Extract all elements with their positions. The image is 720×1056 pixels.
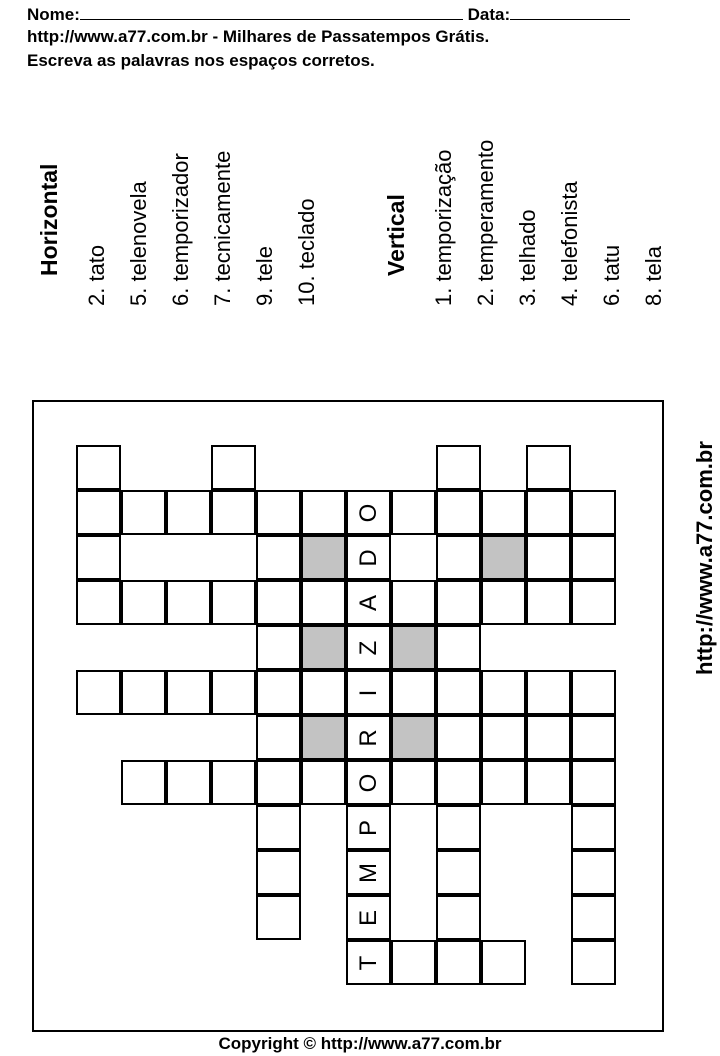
crossword-cell[interactable] bbox=[526, 535, 571, 580]
cell-letter: M bbox=[354, 862, 382, 883]
crossword-cell[interactable] bbox=[391, 580, 436, 625]
horizontal-clue: 7. tecnicamente bbox=[210, 150, 235, 306]
cell-letter: Z bbox=[354, 640, 382, 655]
crossword-cell[interactable] bbox=[571, 895, 616, 940]
crossword-cell[interactable] bbox=[211, 760, 256, 805]
crossword-cell[interactable] bbox=[256, 715, 301, 760]
crossword-cell[interactable] bbox=[256, 760, 301, 805]
crossword-cell[interactable] bbox=[481, 715, 526, 760]
crossword-cell[interactable] bbox=[346, 715, 391, 760]
horizontal-clue: 2. tato bbox=[84, 244, 109, 306]
crossword-cell[interactable] bbox=[166, 670, 211, 715]
crossword-cell[interactable] bbox=[301, 580, 346, 625]
crossword-cell[interactable] bbox=[211, 580, 256, 625]
crossword-cell[interactable] bbox=[76, 670, 121, 715]
crossword-cell[interactable] bbox=[436, 940, 481, 985]
crossword-cell[interactable] bbox=[436, 535, 481, 580]
crossword-cell[interactable] bbox=[571, 805, 616, 850]
name-field[interactable] bbox=[80, 3, 463, 20]
vertical-clue: 4. telefonista bbox=[557, 181, 582, 306]
crossword-cell[interactable] bbox=[571, 490, 616, 535]
crossword-cell[interactable] bbox=[346, 895, 391, 940]
crossword-cell[interactable] bbox=[76, 535, 121, 580]
crossword-cell[interactable] bbox=[436, 490, 481, 535]
name-label: Nome: bbox=[27, 5, 80, 24]
name-date-line bbox=[27, 3, 630, 25]
cell-letter: O bbox=[354, 503, 382, 522]
shaded-cell bbox=[301, 715, 346, 760]
crossword-cell[interactable] bbox=[76, 490, 121, 535]
crossword-cell[interactable] bbox=[436, 895, 481, 940]
crossword-cell[interactable] bbox=[436, 850, 481, 895]
vertical-clue: 6. tatu bbox=[599, 244, 624, 306]
crossword-cell[interactable] bbox=[436, 625, 481, 670]
cell-letter: A bbox=[354, 594, 382, 611]
crossword-cell[interactable] bbox=[346, 625, 391, 670]
crossword-cell[interactable] bbox=[76, 445, 121, 490]
shaded-cell bbox=[481, 535, 526, 580]
vertical-title: Vertical bbox=[383, 194, 409, 276]
crossword-cell[interactable] bbox=[571, 715, 616, 760]
cell-letter: I bbox=[354, 689, 382, 696]
crossword-cell[interactable] bbox=[256, 580, 301, 625]
crossword-cell[interactable] bbox=[436, 805, 481, 850]
crossword-cell[interactable] bbox=[121, 760, 166, 805]
crossword-cell[interactable] bbox=[256, 805, 301, 850]
crossword-cell[interactable] bbox=[121, 580, 166, 625]
crossword-cell[interactable] bbox=[391, 670, 436, 715]
cell-letter: R bbox=[354, 728, 382, 747]
shaded-cell bbox=[391, 715, 436, 760]
crossword-cell[interactable] bbox=[256, 625, 301, 670]
shaded-cell bbox=[301, 535, 346, 580]
crossword-cell[interactable] bbox=[256, 895, 301, 940]
crossword-cell[interactable] bbox=[391, 940, 436, 985]
crossword-cell[interactable] bbox=[121, 670, 166, 715]
crossword-cell[interactable] bbox=[526, 580, 571, 625]
crossword-cell[interactable] bbox=[526, 715, 571, 760]
horizontal-clue: 9. tele bbox=[252, 246, 277, 306]
crossword-cell[interactable] bbox=[481, 760, 526, 805]
vertical-clue: 3. telhado bbox=[515, 209, 540, 306]
crossword-cell[interactable] bbox=[481, 940, 526, 985]
crossword-cell[interactable] bbox=[346, 580, 391, 625]
side-url: http://www.a77.com.br bbox=[692, 441, 717, 675]
crossword-cell[interactable] bbox=[391, 490, 436, 535]
instructions: Escreva as palavras nos espaços corretos. bbox=[27, 51, 375, 70]
date-label: Data: bbox=[467, 5, 511, 24]
crossword-cell[interactable] bbox=[526, 760, 571, 805]
crossword-cell[interactable] bbox=[571, 940, 616, 985]
vertical-clue: 8. tela bbox=[641, 246, 666, 306]
crossword-cell[interactable] bbox=[436, 715, 481, 760]
crossword-cell[interactable] bbox=[571, 850, 616, 895]
crossword-cell[interactable] bbox=[346, 760, 391, 805]
crossword-cell[interactable] bbox=[301, 760, 346, 805]
crossword-cell[interactable] bbox=[256, 490, 301, 535]
crossword-cell[interactable] bbox=[301, 490, 346, 535]
site-line: http://www.a77.com.br - Milhares de Passatempos Grátis. bbox=[27, 27, 490, 46]
cell-letter: D bbox=[354, 548, 382, 567]
crossword-cell[interactable] bbox=[166, 580, 211, 625]
horizontal-clue: 6. temporizador bbox=[168, 153, 193, 306]
vertical-clue: 1. temporização bbox=[431, 149, 456, 306]
crossword-cell[interactable] bbox=[211, 490, 256, 535]
crossword-cell[interactable] bbox=[166, 490, 211, 535]
cell-letter: E bbox=[354, 909, 382, 926]
crossword-cell[interactable] bbox=[346, 805, 391, 850]
crossword-cell[interactable] bbox=[526, 445, 571, 490]
crossword-cell[interactable] bbox=[481, 490, 526, 535]
cell-letter: P bbox=[354, 819, 382, 836]
crossword-cell[interactable] bbox=[76, 580, 121, 625]
horizontal-clue: 5. telenovela bbox=[126, 181, 151, 306]
shaded-cell bbox=[301, 625, 346, 670]
crossword-cell[interactable] bbox=[346, 940, 391, 985]
crossword-cell[interactable] bbox=[571, 670, 616, 715]
cell-letter: O bbox=[354, 773, 382, 792]
crossword-cell[interactable] bbox=[256, 850, 301, 895]
vertical-clue: 2. temperamento bbox=[473, 139, 498, 306]
copyright-footer: Copyright © http://www.a77.com.br bbox=[218, 1034, 502, 1053]
crossword-cell[interactable] bbox=[121, 490, 166, 535]
crossword-cell[interactable] bbox=[346, 670, 391, 715]
horizontal-title: Horizontal bbox=[36, 163, 62, 276]
crossword-cell[interactable] bbox=[166, 760, 211, 805]
shaded-cell bbox=[391, 625, 436, 670]
crossword-cell[interactable] bbox=[346, 850, 391, 895]
crossword-cell[interactable] bbox=[481, 670, 526, 715]
crossword-cell[interactable] bbox=[526, 490, 571, 535]
crossword-cell[interactable] bbox=[481, 580, 526, 625]
crossword-cell[interactable] bbox=[436, 670, 481, 715]
crossword-cell[interactable] bbox=[571, 580, 616, 625]
crossword-cell[interactable] bbox=[436, 580, 481, 625]
crossword-cell[interactable] bbox=[571, 760, 616, 805]
crossword-cell[interactable] bbox=[211, 445, 256, 490]
crossword-cell[interactable] bbox=[211, 670, 256, 715]
crossword-cell[interactable] bbox=[346, 490, 391, 535]
crossword-cell[interactable] bbox=[301, 670, 346, 715]
crossword-cell[interactable] bbox=[526, 670, 571, 715]
crossword-cell[interactable] bbox=[256, 670, 301, 715]
crossword-cell[interactable] bbox=[571, 535, 616, 580]
cell-letter: T bbox=[354, 955, 382, 970]
crossword-cell[interactable] bbox=[436, 445, 481, 490]
horizontal-clue: 10. teclado bbox=[294, 198, 319, 306]
crossword-cell[interactable] bbox=[346, 535, 391, 580]
date-field[interactable] bbox=[510, 3, 630, 20]
crossword-cell[interactable] bbox=[256, 535, 301, 580]
crossword-cell[interactable] bbox=[391, 760, 436, 805]
crossword-cell[interactable] bbox=[436, 760, 481, 805]
